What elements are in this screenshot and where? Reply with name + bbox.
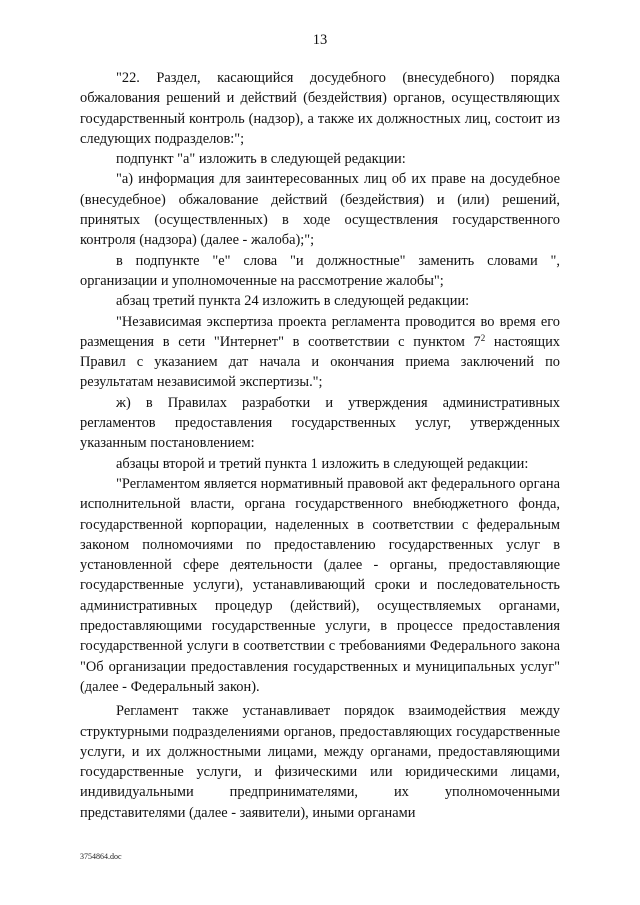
paragraph-regulation-interaction: Регламент также устанавливает порядок взаимодействия между структурными подразделениями органов, предоставляющих государственные услуги, и их должностными лицами, между органами, предоставляющими государственные услуги, и физическими или юридическими лицами, индивидуальными предпринимателями, их уполномоченными представителями (далее - заявители), иными органами [80,703,560,821]
document-body [80,68,560,823]
superscript-reference: 2 [480,332,486,343]
paragraph-section-22: "22. Раздел, касающийся досудебного (внесудебного) порядка обжалования решений и действий (бездействия) органов, осуществляющих государственный контроль (надзор), а также их должностных лиц, состоит из следующих подразделов:"; [80,70,560,147]
paragraph-zh-rules: ж) в Правилах разработки и утверждения административных регламентов предоставления государственных услуг, утвержденных указанным постановлением: [80,394,560,452]
expertise-text-start: "Независимая экспертиза проекта регламента проводится во время его размещения в сети "Интернет" в соответствии с пунктом 7 [80,313,560,350]
paragraph-subpoint-a-instruction: подпункт "а" изложить в следующей редакции: [116,151,406,168]
paragraph-point-1-instruction: абзацы второй и третий пункта 1 изложить в следующей редакции: [116,455,529,472]
paragraph-regulation-definition: "Регламентом является нормативный правовой акт федерального органа исполнительной власти, органа государственного внебюджетного фонда, государственной корпорации, наделенных в соответствии с федеральным законом полномочиями по предоставлению государственных услуг в установленной сфере деятельности (далее - органы, предоставляющие государственные услуги), устанавливающий сроки и последовательность административных процедур (действий), осуществляемых органами, предоставляющими государственные услуги, в процессе предоставления государственной услуги в соответствии с требованиями Федерального закона "Об организации предоставления государственных и муниципальных услуг" (далее - Федеральный закон). [80,475,560,695]
page-number: 13 [312,32,328,48]
paragraph-subpoint-e-replace: в подпункте "е" слова "и должностные" заменить словами ", организации и уполномоченные на рассмотрение жалобы"; [80,252,560,289]
document-code: 3754864.doc [80,852,122,861]
expertise-text-end: настоящих Правил с указанием дат начала и окончания приема заключений по результатам независимой экспертизы."; [80,333,560,391]
paragraph-independent-expertise [80,312,560,393]
paragraph-subpoint-a-text: "а) информация для заинтересованных лиц об их праве на досудебное (внесудебное) обжалование действий (бездействия) и (или) решений, принятых (осуществленных) в ходе осуществления государственного контроля (надзора) (далее - жалоба);"; [80,171,560,249]
paragraph-point-24-instruction: абзац третий пункта 24 изложить в следующей редакции: [116,293,470,310]
